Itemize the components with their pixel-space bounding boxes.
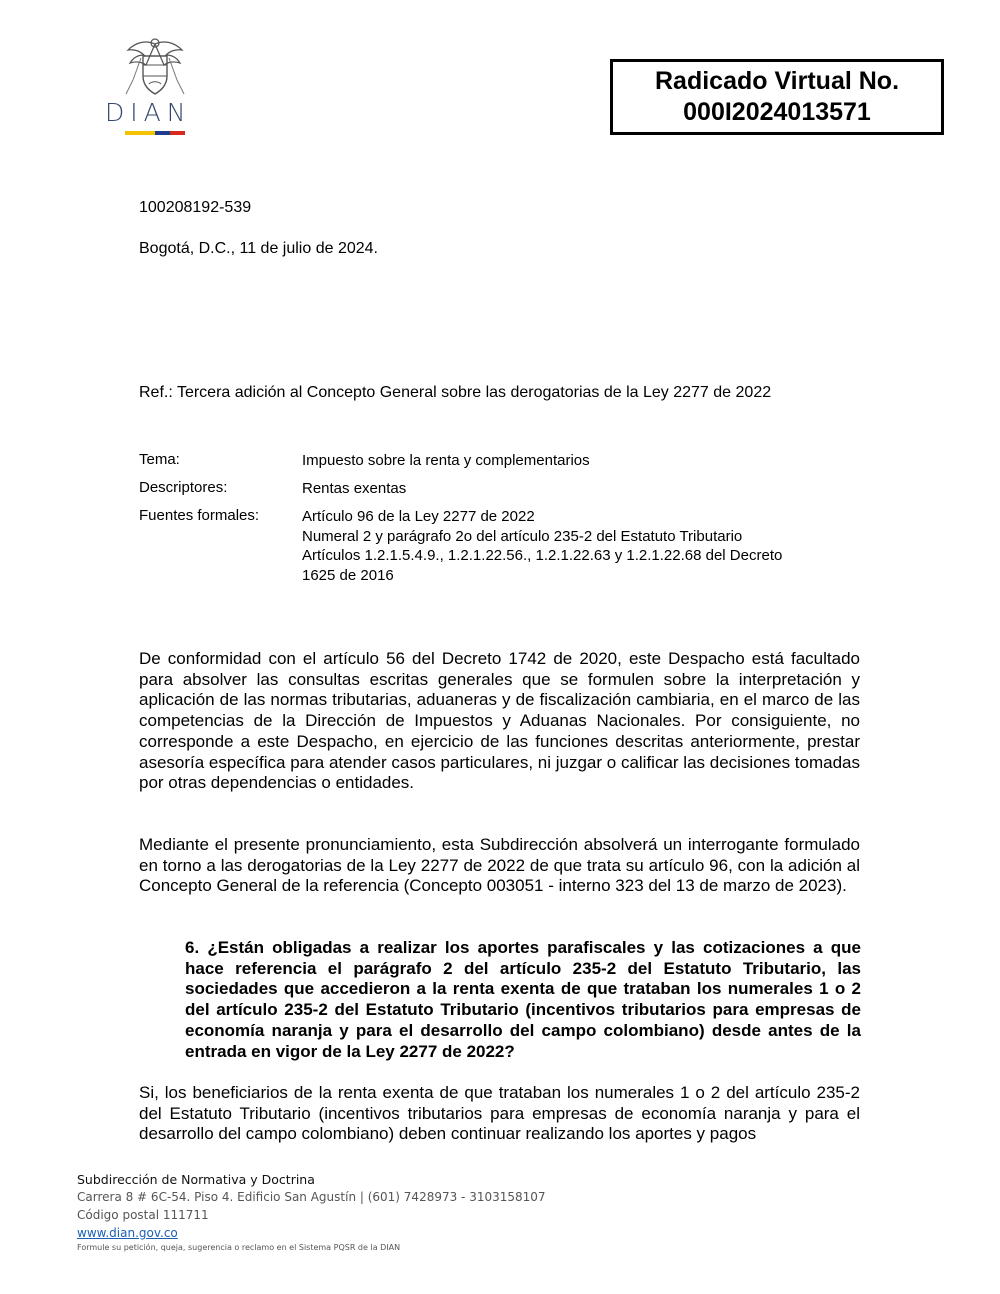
reference: Ref.: Tercera adición al Concepto General sobre las derogatorias de la Ley 2277 de 2022: [139, 384, 772, 401]
radicado-label: Radicado Virtual No.: [654, 67, 900, 95]
descriptores-value: Rentas exentas: [302, 480, 407, 497]
fuentes-item: Artículo 96 de la Ley 2277 de 2022: [302, 508, 535, 525]
paragraph-scope: Mediante el presente pronunciamiento, esta Subdirección absolverá un interrogante formulado en torno a las derogatorias de la Ley 2277 de 2022 de que trata su artículo 96, con la adición al Concepto General de la referencia (Concepto 003051 - interno 323 del 13 de marzo de 2023).: [139, 835, 860, 896]
footer-pqsr-note: Formule su petición, queja, sugerencia o reclamo en el Sistema PQSR de la DIAN: [77, 1243, 401, 1252]
radicado-number: 000I2024013571: [683, 98, 871, 126]
flag-stripe: [125, 131, 185, 135]
footer-office: Subdirección de Normativa y Doctrina: [77, 1172, 315, 1187]
document-number: 100208192-539: [139, 199, 252, 216]
footer-website-link[interactable]: www.dian.gov.co: [77, 1226, 178, 1240]
fuentes-item: 1625 de 2016: [302, 566, 394, 584]
paragraph-answer: Si, los beneficiarios de la renta exenta de que trataban los numerales 1 o 2 del artículo 235-2 del Estatuto Tributario (incentivos tributarios para empresas de economía naranja y para el desarrollo del campo colombiano) deben continuar realizando los aportes y pagos: [139, 1083, 860, 1144]
radicado-box: [610, 59, 944, 135]
footer-postal-code: Código postal 111711: [77, 1208, 209, 1222]
fuentes-item: Numeral 2 y parágrafo 2o del artículo 235-2 del Estatuto Tributario: [302, 527, 743, 545]
paragraph-competence: De conformidad con el artículo 56 del Decreto 1742 de 2020, este Despacho está facultado para absolver las consultas escritas generales que se formulen sobre la interpretación y aplicación de las normas tributarias, aduaneras y de fiscalización cambiaria, en el marco de las competencias de la Dirección de Impuestos y Aduanas Nacionales. Por consiguiente, no corresponde a este Despacho, en ejercicio de las funciones descritas anteriormente, prestar asesoría específica para atender casos particulares, ni juzgar o calificar las decisiones tomadas por otras dependencias o entidades.: [139, 649, 860, 793]
logo-wordmark: DIAN: [105, 98, 192, 127]
tema-value: Impuesto sobre la renta y complementarios: [302, 452, 590, 469]
descriptores-label: Descriptores:: [139, 479, 228, 496]
coat-of-arms-icon: [100, 36, 210, 98]
question-6: 6. ¿Están obligadas a realizar los aportes parafiscales y las cotizaciones a que hace referencia el parágrafo 2 del artículo 235-2 del Estatuto Tributario, las sociedades que accedieron a la renta exenta de que trataban los numerales 1 o 2 del artículo 235-2 del Estatuto Tributario (incentivos tributarios para empresas de economía naranja y para el desarrollo del campo colombiano) desde antes de la entrada en vigor de la Ley 2277 de 2022?: [185, 938, 861, 1061]
dian-logo: [100, 36, 210, 140]
tema-label: Tema:: [139, 451, 180, 468]
place-date: Bogotá, D.C., 11 de julio de 2024.: [139, 240, 378, 257]
footer-address: Carrera 8 # 6C-54. Piso 4. Edificio San Agustín | (601) 7428973 - 3103158107: [77, 1190, 546, 1204]
fuentes-label: Fuentes formales:: [139, 507, 260, 524]
fuentes-list: [302, 507, 782, 585]
fuentes-item: Artículos 1.2.1.5.4.9., 1.2.1.22.56., 1.2.1.22.63 y 1.2.1.22.68 del Decreto: [302, 547, 783, 564]
